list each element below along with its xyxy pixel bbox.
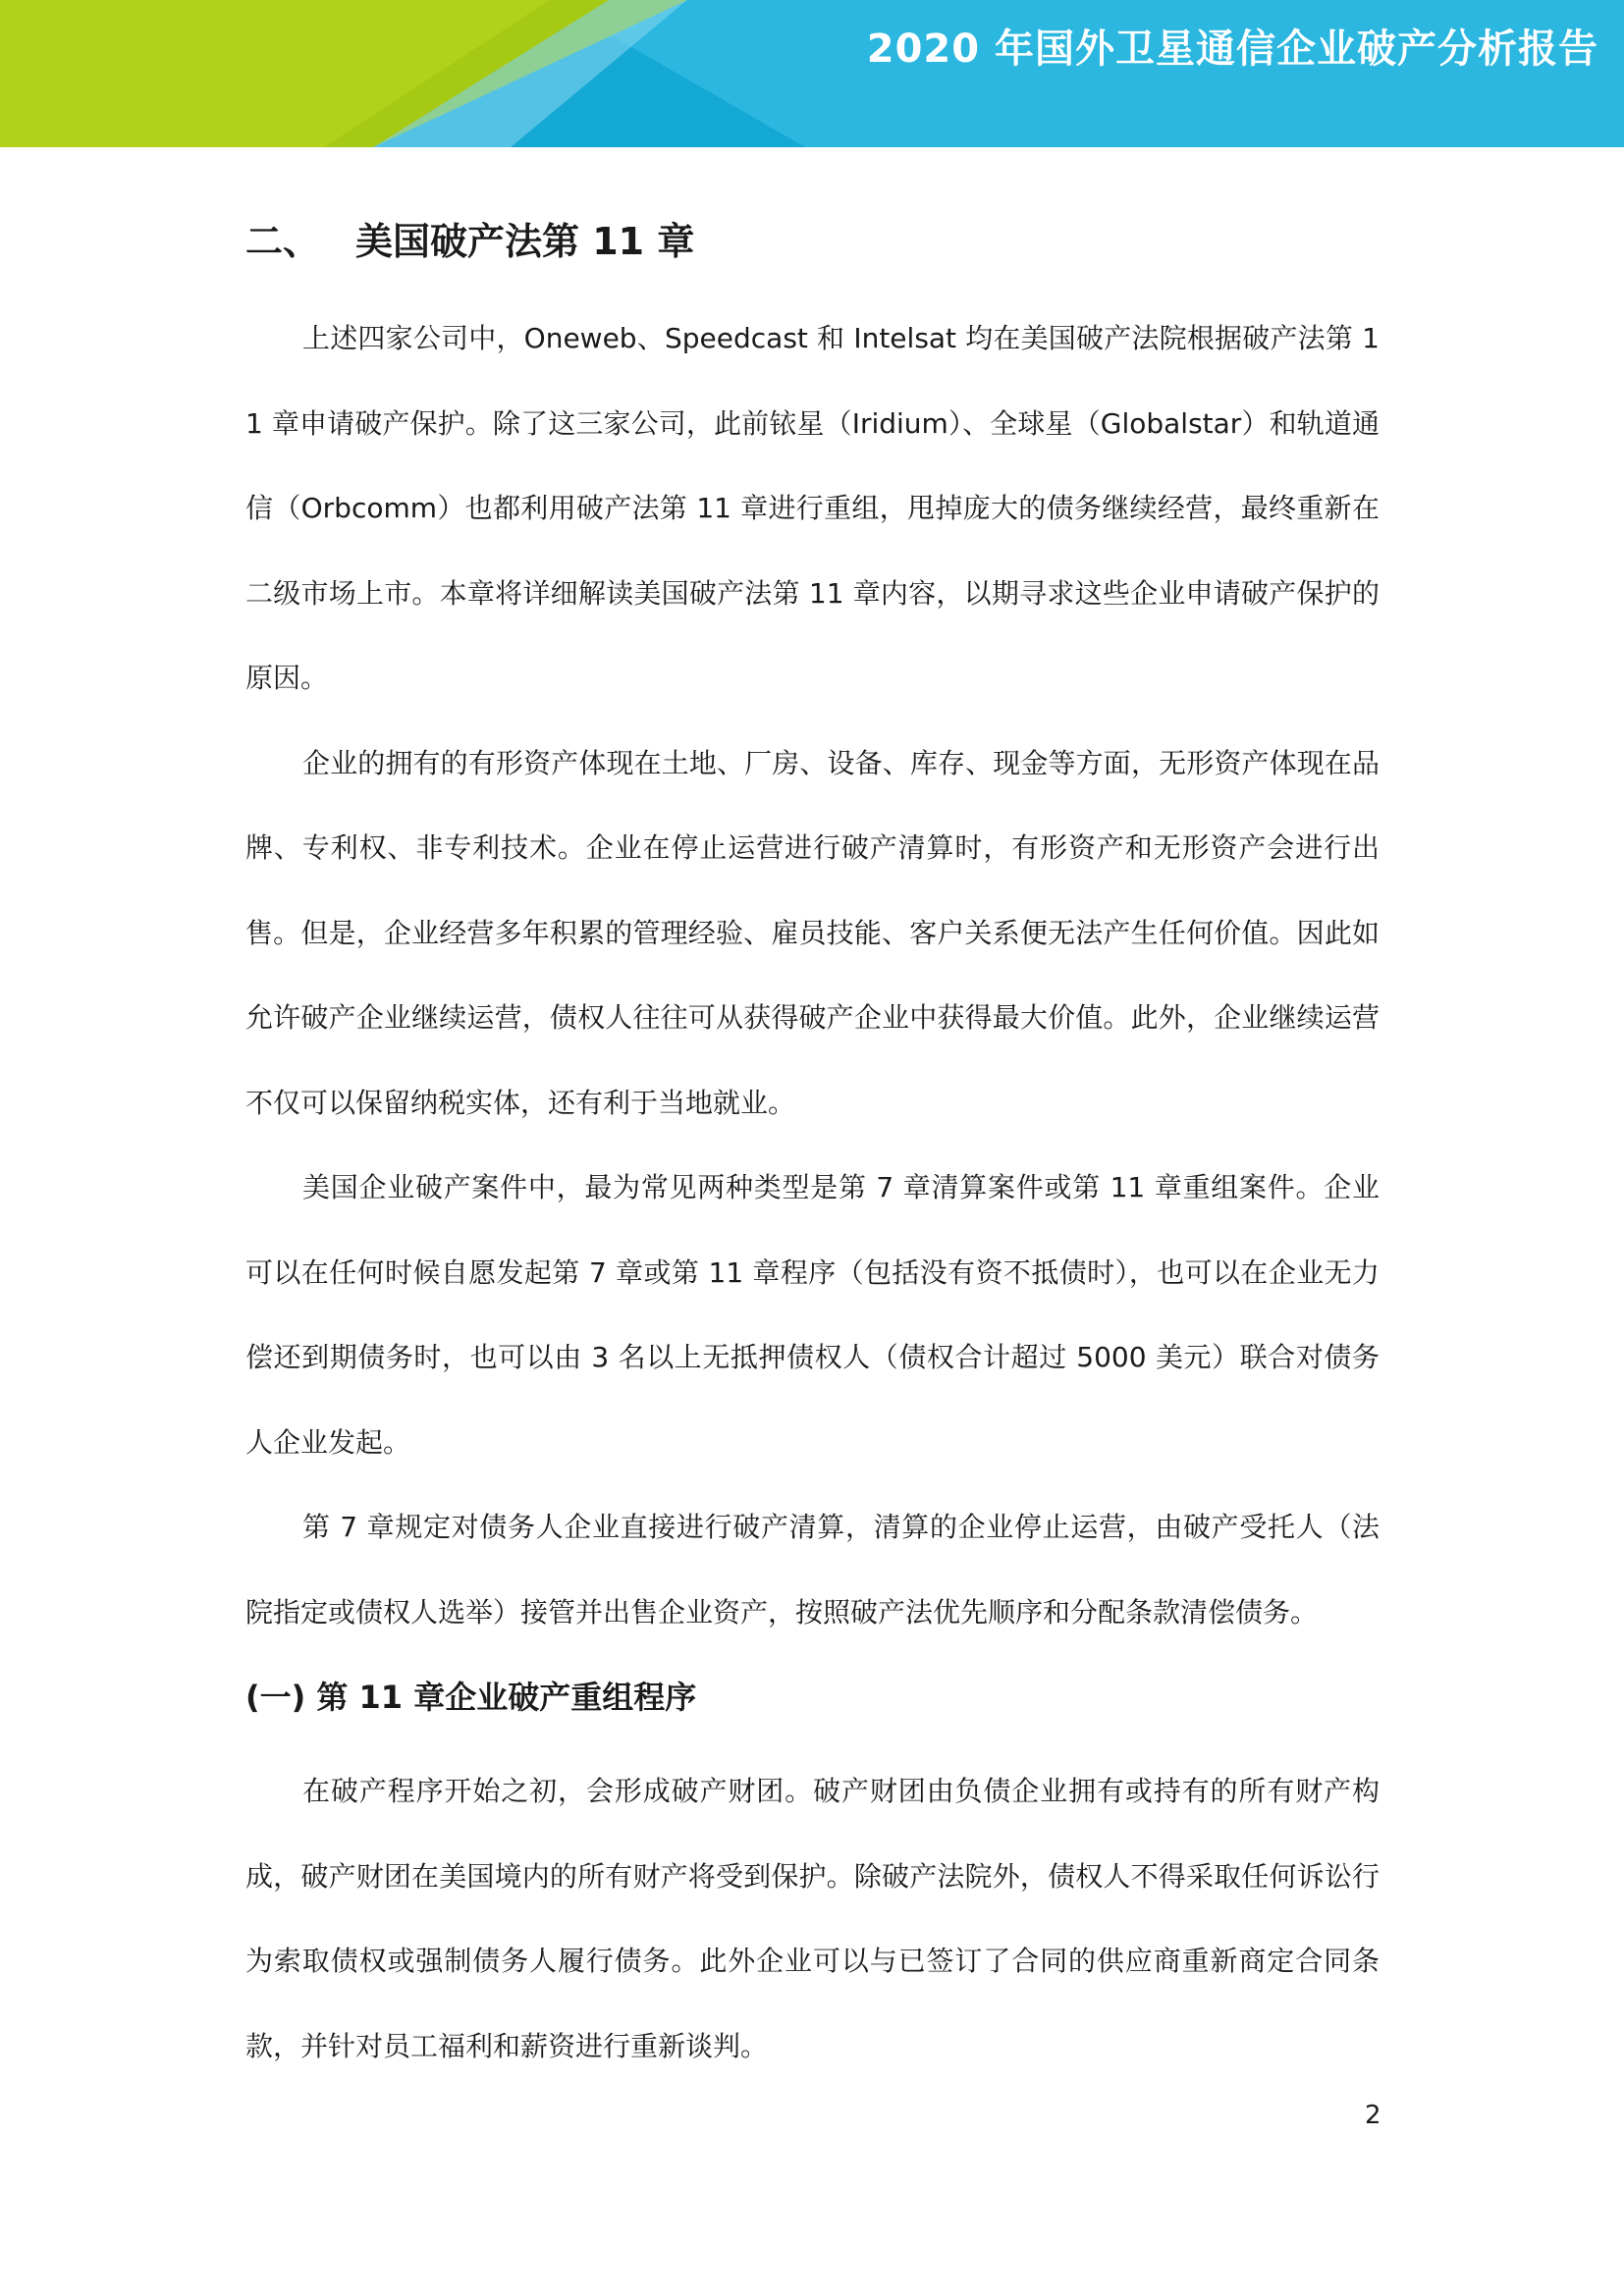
paragraph: 在破产程序开始之初，会形成破产财团。破产财团由负债企业拥有或持有的所有财产构成，破产财团在美国境内的所有财产将受到保护。除破产法院外，债权人不得采取任何诉讼行为索取债权或强制债务人履行债务。此外企业可以与已签订了合同的供应商重新商定合同条款，并针对员工福利和薪资进行重新谈判。 xyxy=(245,1775,1380,2062)
header-banner xyxy=(0,0,1624,147)
section-number: 二、 xyxy=(245,220,321,263)
paragraph: 美国企业破产案件中，最为常见两种类型是第 7 章清算案件或第 11 章重组案件。企业可以在任何时候自愿发起第 7 章或第 11 章程序（包括没有资不抵债时），也可以在企业无力偿还到期债务时，也可以由 3 名以上无抵押债权人（债权合计超过 5000 美元）联合对债务人企业发起。 xyxy=(245,1171,1380,1459)
paragraph: 企业的拥有的有形资产体现在土地、厂房、设备、库存、现金等方面，无形资产体现在品牌、专利权、非专利技术。企业在停止运营进行破产清算时，有形资产和无形资产会进行出售。但是，企业经营多年积累的管理经验、雇员技能、客户关系便无法产生任何价值。因此如允许破产企业继续运营，债权人往往可从获得破产企业中获得最大价值。此外，企业继续运营不仅可以保留纳税实体，还有利于当地就业。 xyxy=(245,746,1380,1119)
subsection-heading: (一) 第 11 章企业破产重组程序 xyxy=(245,1679,697,1716)
section-heading xyxy=(245,214,1380,269)
paragraph: 上述四家公司中，Oneweb、Speedcast 和 Intelsat 均在美国破产法院根据破产法第 11 章申请破产保护。除了这三家公司，此前铱星（Iridium）、全球星（Globalstar）和轨道通信（Orbcomm）也都利用破产法第 11 章进行重组，甩掉庞大的债务继续经营，最终重新在二级市场上市。本章将详细解读美国破产法第 11 章内容，以期寻求这些企业申请破产保护的原因。 xyxy=(245,322,1380,694)
page-number: 2 xyxy=(1365,2101,1381,2130)
paragraph: 第 7 章规定对债务人企业直接进行破产清算，清算的企业停止运营，由破产受托人（法院指定或债权人选举）接管并出售企业资产，按照破产法优先顺序和分配条款清偿债务。 xyxy=(245,1511,1380,1629)
section-title: 美国破产法第 11 章 xyxy=(355,220,695,263)
document-body xyxy=(245,196,1380,2089)
header-title: 2020 年国外卫星通信企业破产分析报告 xyxy=(866,27,1598,72)
